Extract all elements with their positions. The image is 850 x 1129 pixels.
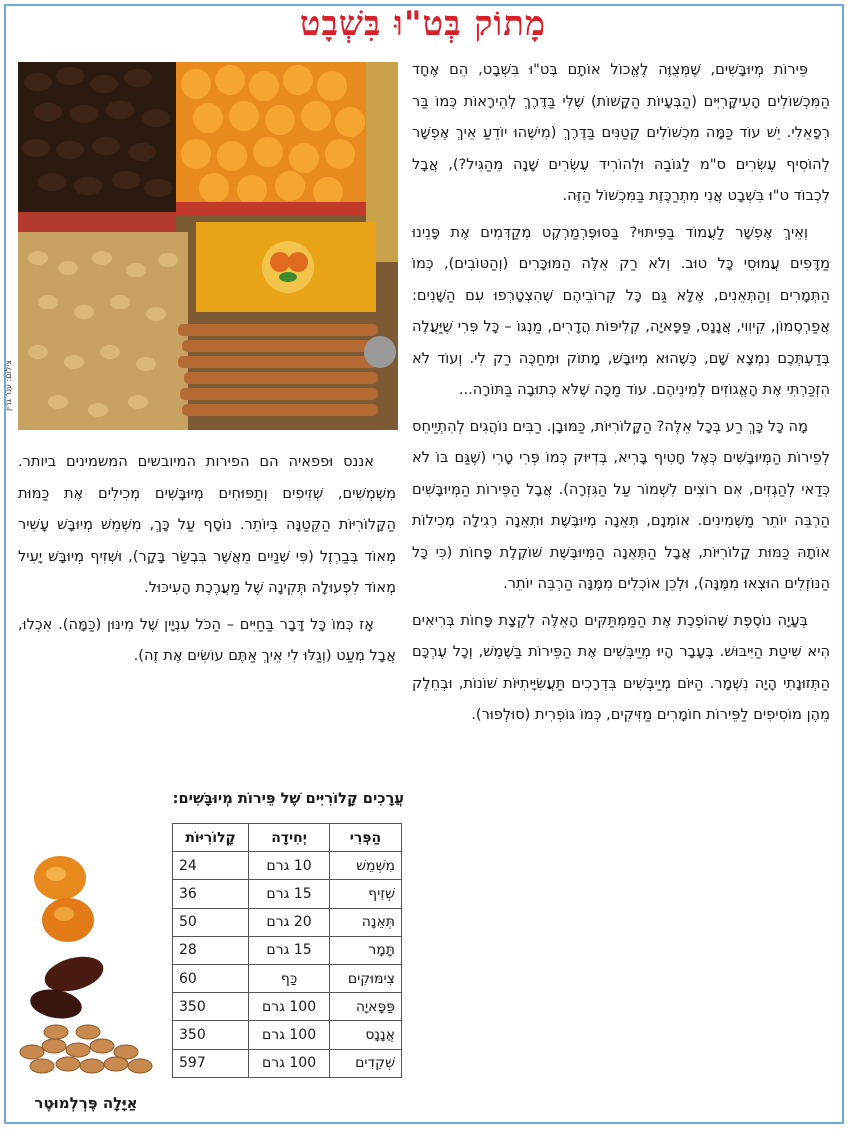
table-row: [173, 936, 402, 964]
table-row: [173, 852, 402, 880]
calorie-table: [172, 823, 402, 1078]
table-header-row: [173, 824, 402, 852]
dried-fruit-illustration: [18, 62, 398, 430]
table-row: [173, 964, 402, 992]
article-paragraph: פֵּירוֹת מְיוּבָּשִׁים, שֶׁמְּצֻוֶּה לֶאֱכוֹל אוֹתָם בְּט"וּ בִּשְׁבָט, הֵם אֶחָד הַמִּכְשׁוֹלִים הָעִיקָּרִיִּים (הַבְּעָיוֹת הַקָּשׁוֹת) שֶׁלִּי בַּדֶּרֶךְ לְהֵירָאוֹת כְּמוֹ בַּר רְפָאֵלִי. יֵשׁ עוֹד כַּמָּה מִכְשׁוֹלִים קְטַנִּים בַּדֶּרֶךְ (מִישֶׁהוּ יוֹדֵעַ אֵיךְ אֶפְשָׁר לְהוֹסִיף עֶשְׂרִים ס"מ לַגּוֹבַהּ וּלְהוֹרִיד עֶשְׂרִים שָׁנָה מֵהַגִּיל?), אֲבָל לִכְבוֹד ט"וּ בִּשְׁבָט אֲנִי מִתְרַכֶּזֶת בַּמִּכְשׁוֹל הַזֶּה.: [412, 61, 830, 204]
calories-cell: 60: [173, 964, 249, 992]
photo-credit: צילום: ענר גרין: [4, 360, 13, 411]
calories-cell: 50: [173, 908, 249, 936]
column-header-fruit: הַפְּרִי: [329, 824, 401, 852]
fruit-cell: פַּפָּאיָה: [329, 993, 401, 1021]
unit-cell: 10 גרם: [249, 852, 330, 880]
fruit-cell: אֲנָנָס: [329, 1021, 401, 1049]
table-row: [173, 880, 402, 908]
fruit-cell: צִימּוּקִים: [329, 964, 401, 992]
article-paragraph: וְאֵיךְ אֶפְשָׁר לַעֲמוֹד בַּפִּיתּוּי? בַּסּוּפֶּרְמַרְקֶט מְקַדְּמִים אֶת פָּנֵינוּ מַדָּפִים עֲמוּסֵי כָּל טוּב. וְלֹא רַק אֵלֶּה הַמּוּכָּרִים (וְהַטּוֹבִים), כְּמוֹ הַתְּמָרִים וְהַתְּאֵנִים, אֶלָּא גַּם כָּל קְרוֹבֵיהֶם שֶׁהִצְטָרְפוּ עִם הַשָּׁנִים: אֲפַרְסְמוֹן, קִיוִוי, אֲנָנָס, פַּפָּאיָה, קְלִיפּוֹת הֲדָרִים, מַנְגּוֹ – כָּל פְּרִי שֶׁיַּעֲלֶה בְּדַעְתְּכֶם נִמְצָא שָׁם, כְּשֶׁהוּא מְיוּבָּשׁ, מָתוֹק וּמְחַכֶּה רַק לִי. וְעוֹד לֹא הִזְכַּרְתִּי אֶת הָאֱגוֹזִים לְמִינֵיהֶם. עוֹד מַכָּה שֶׁלֹּא כְּתוּבָה בַּתּוֹרָה...: [412, 223, 830, 398]
calories-cell: 350: [173, 993, 249, 1021]
article-paragraph: אָז כְּמוֹ כָּל דָּבָר בַּחַיִּים – הַכֹּל עִנְיָין שֶׁל מִינּוּן (כַּמָּה). אִכְלוּ, אֲבָל מְעַט (וְגַלּוּ לִי אֵיךְ אַתֶּם עוֹשִׂים אֶת זֶה).: [18, 615, 396, 664]
calories-cell: 28: [173, 936, 249, 964]
fruit-cell: שְׁקֵדִים: [329, 1049, 401, 1077]
unit-cell: 100 גרם: [249, 1049, 330, 1077]
page-title: מָתוֹק בְּט"וּ בִּשְׁבָט: [299, 4, 547, 44]
unit-cell: כַּף: [249, 964, 330, 992]
dried-fruit-photo: [18, 62, 398, 430]
fruit-cell: שְׁזִיף: [329, 880, 401, 908]
fruit-images: [12, 852, 162, 1092]
calories-cell: 24: [173, 852, 249, 880]
article-paragraph: מָה כָּל כָּךְ רַע בְּכָל אֵלֶּה? הַקָּלוֹרִיּוֹת, כַּמּוּבָן. רַבִּים נוֹהֲגִים לְהִתְיַיחֵס לְפֵירוֹת הַמְּיוּבָּשִׁים כְּאֶל חָטִיף בָּרִיא, בְּדִיּוּק כְּמוֹ פְּרִי טָרִי (שֶׁגַּם בּוֹ לֹא כְּדַאי לְהַגְזִים, אִם רוֹצִים לִשְׁמוֹר עַל הַגִּזְרָה). אֲבָל הַפֵּירוֹת הַמְּיוּבָּשִׁים הַרְבֵּה יוֹתֵר מַשְׁמִינִים. אוֹמְנָם, תְּאֵנָה מְיוּבֶּשֶׁת וּתְאֵנָה רְגִילָה מְכִילוֹת אוֹתָהּ כַּמּוּת קָלוֹרִיּוֹת, אֲבָל הַתְּאֵנָה הַמְּיוּבֶּשֶׁת שׁוֹקֶלֶת פָּחוֹת (כִּי כָּל הַנּוֹזְלִים הוּצְאוּ מִמֶּנָּה), וּלְכֵן אוֹכְלִים מִמֶּנָּה הַרְבֵּה יוֹתֵר.: [412, 417, 830, 592]
unit-cell: 15 גרם: [249, 936, 330, 964]
article-right-column: [412, 54, 830, 736]
table-row: [173, 1049, 402, 1077]
calories-cell: 597: [173, 1049, 249, 1077]
calories-cell: 350: [173, 1021, 249, 1049]
table-row: [173, 993, 402, 1021]
column-header-calories: קָלוֹרִיּוֹת: [173, 824, 249, 852]
table-caption: עֲרָכִים קָלוֹרִיִּים שֶׁל פֵּירוֹת מְיוּבָּשִׁים:: [172, 790, 404, 807]
column-header-unit: יְחִידָה: [249, 824, 330, 852]
article-left-column: [18, 446, 396, 677]
article-paragraph: בְּעָיָה נוֹסֶפֶת שֶׁהוֹפֶכֶת אֶת הַמַּמְתַּקִּים הָאֵלֶּה לִקְצָת פָּחוֹת בְּרִיאִים הִיא שִׁיטַת הַיִּיבּוּשׁ. בֶּעָבָר הָיוּ מְיַיבְּשִׁים אֶת הַפֵּירוֹת בַּשֶּׁמֶשׁ, וְכָל עֶרְכָּם הַתְּזוּנָתִי הָיָה נִשְׁמָר. הַיּוֹם מְיַיבְּשִׁים בִּדְרָכִים תַּעֲשִׂיָּיתִיּוֹת שׁוֹנוֹת, וּבְחֵלֶק מֵהֶן מוֹסִיפִים לַפֵּירוֹת חוֹמָרִים מַזִּיקִים, כְּמוֹ גּוֹפְרִית (סוּלְפוּר).: [412, 611, 830, 723]
unit-cell: 15 גרם: [249, 880, 330, 908]
calories-cell: 36: [173, 880, 249, 908]
unit-cell: 100 גרם: [249, 993, 330, 1021]
dried-fruit-clipart: [12, 852, 162, 1092]
article-paragraph: אננס וּפפאיה הם הפירות המיובשים המשמינים ביותר. מִשְׁמְשִׁים, שְׁזִיפִים וְתַפּוּחִים מְיוּבָּשִׁים מְכִילִים אֶת כַּמּוּת הַקָּלוֹרִיּוֹת הַקְּטַנָּה בְּיוֹתֵר. נוֹסָף עַל כָּךְ, מִשְׁמֵשׁ מְיוּבָּשׁ עָשִׁיר מְאוֹד בְּבַרְזֶל (פִּי שְׁנַיִים מֵאֲשֶׁר בִּבְשַׂר בָּקָר), וּשְׁזִיף מְיוּבָּשׁ יָעִיל מְאוֹד לִפְעוּלָה תְּקִינָה שֶׁל מַעֲרֶכֶת הָעִיכּוּל.: [18, 453, 396, 596]
fruit-cell: תְּאֵנָה: [329, 908, 401, 936]
fruit-cell: מִשְׁמֵשׁ: [329, 852, 401, 880]
author-name: אַיָּלָה פֶּרְלְמוּטֶר: [34, 1094, 138, 1112]
unit-cell: 20 גרם: [249, 908, 330, 936]
table-row: [173, 908, 402, 936]
fruit-cell: תָּמָר: [329, 936, 401, 964]
table-row: [173, 1021, 402, 1049]
unit-cell: 100 גרם: [249, 1021, 330, 1049]
